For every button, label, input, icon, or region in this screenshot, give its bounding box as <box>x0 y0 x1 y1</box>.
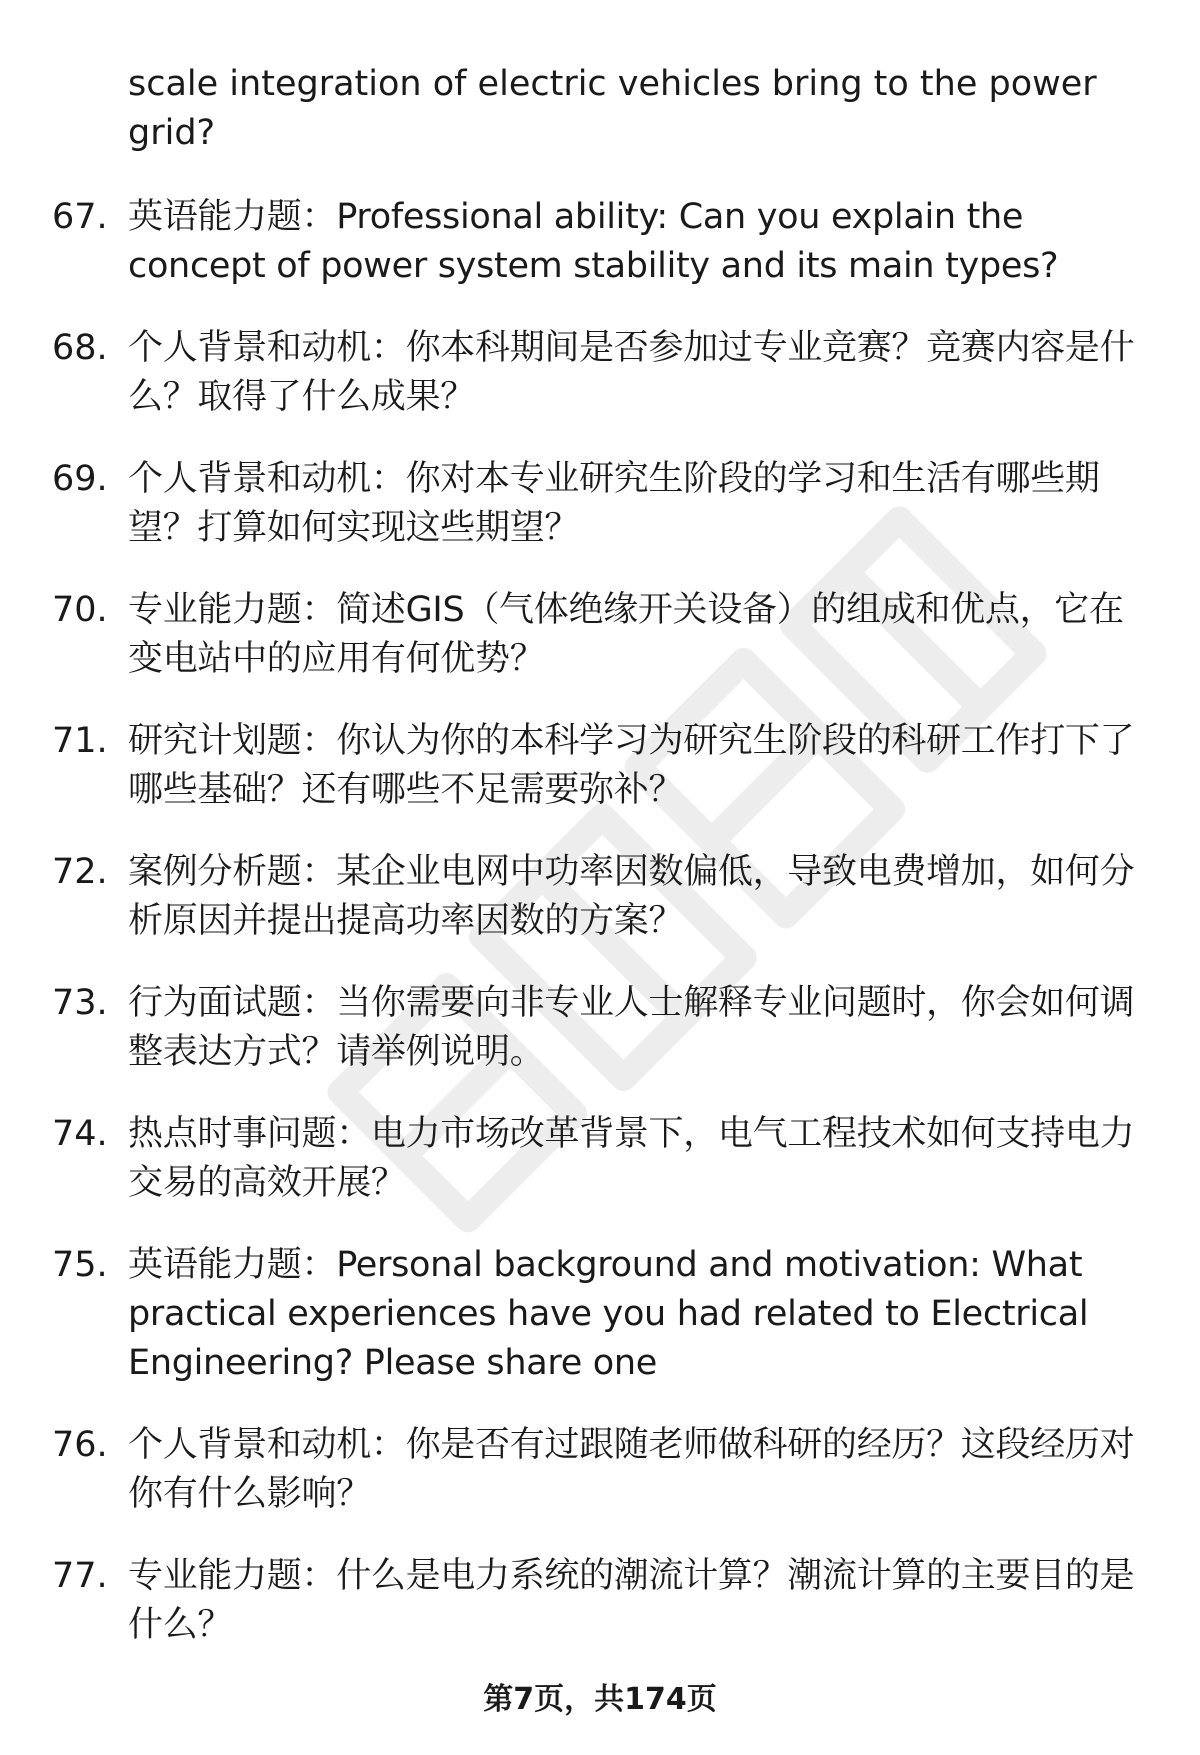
question-number: 69. <box>52 459 108 499</box>
question-text: 专业能力题：什么是电力系统的潮流计算？潮流计算的主要目的是什么？ <box>128 1556 1135 1645</box>
question-item <box>0 455 1200 553</box>
question-number: 71. <box>52 721 108 761</box>
question-text: 英语能力题：Professional ability: Can you explain the concept of power system stability and its main types? <box>128 197 1059 286</box>
question-text: 热点时事问题：电力市场改革背景下，电气工程技术如何支持电力交易的高效开展？ <box>128 1114 1135 1203</box>
question-number: 74. <box>52 1114 108 1154</box>
question-text: 案例分析题：某企业电网中功率因数偏低，导致电费增加，如何分析原因并提出提高功率因数的方案？ <box>128 852 1135 941</box>
question-text: 专业能力题：简述GIS（气体绝缘开关设备）的组成和优点，它在变电站中的应用有何优势？ <box>128 590 1124 679</box>
question-item <box>0 717 1200 815</box>
question-text: 个人背景和动机：你对本专业研究生阶段的学习和生活有哪些期望？打算如何实现这些期望？ <box>128 459 1100 548</box>
question-number: 73. <box>52 983 108 1023</box>
question-number: 72. <box>52 852 108 892</box>
question-text: 个人背景和动机：你是否有过跟随老师做科研的经历？这段经历对你有什么影响？ <box>128 1425 1135 1514</box>
question-item <box>0 848 1200 946</box>
question-text: 研究计划题：你认为你的本科学习为研究生阶段的科研工作打下了哪些基础？还有哪些不足需要弥补？ <box>128 721 1135 810</box>
question-item <box>0 193 1200 291</box>
question-text: 英语能力题：Personal background and motivation: What practical experiences have you had related to Electrical Engineering? Please share one <box>128 1245 1089 1383</box>
continued-question-text: scale integration of electric vehicles bring to the power grid? <box>128 64 1097 153</box>
question-item <box>0 979 1200 1077</box>
question-item <box>0 1421 1200 1519</box>
question-number: 67. <box>52 197 108 237</box>
question-item <box>0 324 1200 422</box>
question-number: 75. <box>52 1245 108 1285</box>
question-text: 行为面试题：当你需要向非专业人士解释专业问题时，你会如何调整表达方式？请举例说明。 <box>128 983 1135 1072</box>
question-item <box>0 586 1200 684</box>
question-number: 68. <box>52 328 108 368</box>
question-number: 70. <box>52 590 108 630</box>
question-number: 76. <box>52 1425 108 1465</box>
question-item <box>0 1552 1200 1650</box>
question-item <box>0 1110 1200 1208</box>
question-item <box>0 1241 1200 1388</box>
question-text: 个人背景和动机：你本科期间是否参加过专业竞赛？竞赛内容是什么？取得了什么成果？ <box>128 328 1135 417</box>
question-number: 77. <box>52 1556 108 1596</box>
page-footer: 第7页，共174页 <box>483 1682 717 1717</box>
question-list <box>0 193 1200 1683</box>
